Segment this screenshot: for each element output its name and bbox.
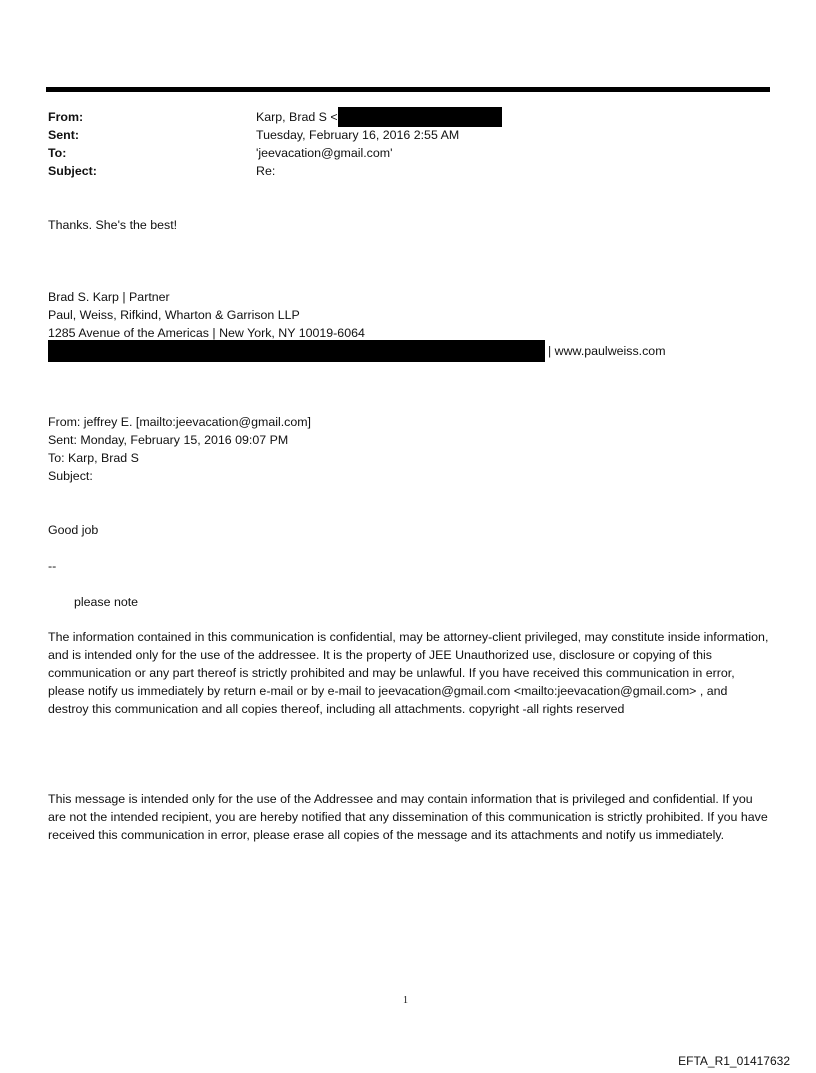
signature-firm: Paul, Weiss, Rifkind, Wharton & Garrison LLP	[48, 308, 300, 322]
quoted-to: To: Karp, Brad S	[48, 451, 139, 465]
redaction-box-contact	[48, 340, 545, 362]
footer-notice: This message is intended only for the use of the Addressee and may contain information that is privileged and confidential. If you are not the intended recipient, you are hereby notified that any dissemination of this communication is strictly prohibited. If you have received this communication in error, please erase all copies of the message and its attachments and notify us immediately.	[48, 792, 768, 842]
quoted-note: please note	[74, 595, 139, 609]
reply-body: Thanks. She's the best!	[48, 218, 178, 232]
to-value: 'jeevacation@gmail.com'	[256, 146, 393, 160]
quoted-separator: --	[48, 559, 57, 573]
redaction-box	[338, 107, 502, 127]
from-value	[256, 108, 502, 127]
document-id: EFTA_R1_01417632	[678, 1054, 790, 1068]
quoted-disclaimer: The information contained in this communication is confidential, may be attorney-client privileged, may constitute inside information, and is intended only for the use of the addressee. It is the property of JEE Unauthorized use, disclosure or copying of this communication or any part thereof is strictly prohibited and may be unlawful. If you have received this communication in error, please notify us immediately by return e-mail or by e-mail to jeevacation@gmail.com <mailto:jeevacation@gmail.com> , and destroy this communication and all copies thereof, including all attachments. copyright -all rights reserved	[48, 630, 769, 716]
signature-address: 1285 Avenue of the Americas | New York, NY 10019-6064	[48, 326, 365, 340]
page-number: 1	[403, 995, 408, 1006]
quoted-subject: Subject:	[48, 469, 93, 483]
from-sender: Karp, Brad S <	[256, 110, 338, 124]
sent-label: Sent:	[48, 128, 79, 142]
quoted-body: Good job	[48, 523, 99, 537]
quoted-from: From: jeffrey E. [mailto:jeevacation@gmail.com]	[48, 415, 312, 429]
from-label: From:	[48, 110, 84, 124]
subject-value: Re:	[256, 164, 276, 178]
to-label: To:	[48, 146, 67, 160]
signature-website: | www.paulweiss.com	[548, 344, 666, 358]
quoted-sent: Sent: Monday, February 15, 2016 09:07 PM	[48, 433, 289, 447]
sent-value: Tuesday, February 16, 2016 2:55 AM	[256, 128, 460, 142]
subject-label: Subject:	[48, 164, 97, 178]
signature-name: Brad S. Karp | Partner	[48, 290, 170, 304]
header-divider	[46, 87, 770, 92]
